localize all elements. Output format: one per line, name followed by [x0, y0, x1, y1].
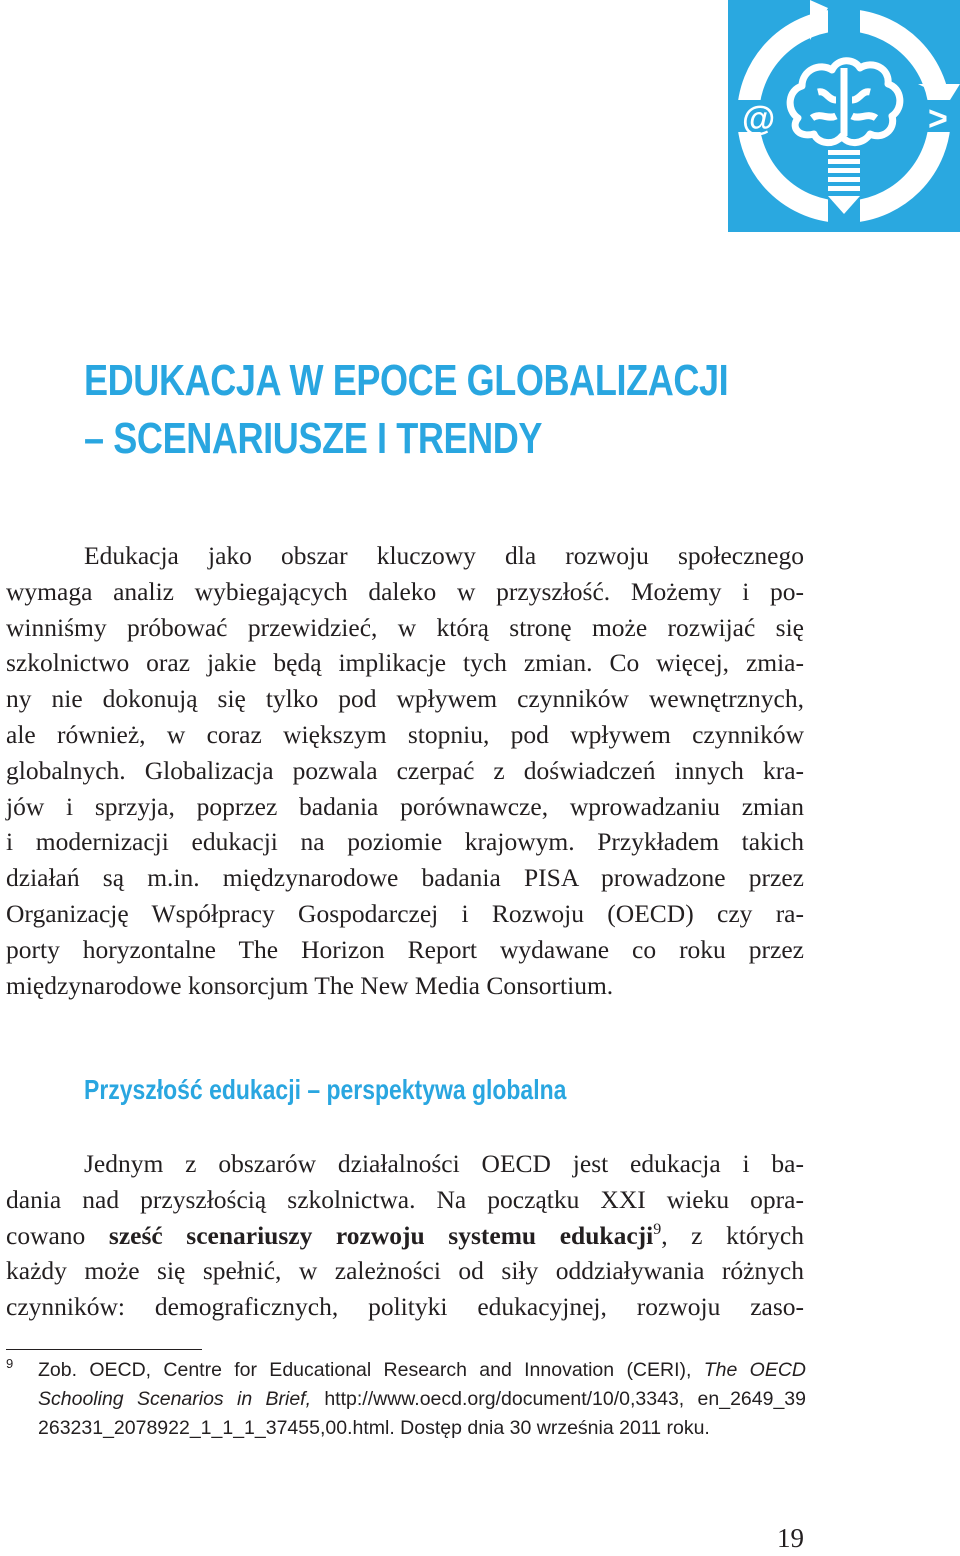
at-symbol: @ [742, 100, 776, 138]
section-title [84, 352, 728, 468]
page-number: 19 [777, 1523, 804, 1553]
footnote-italic: The OECD [703, 1359, 807, 1381]
line-text: cowano [6, 1220, 109, 1250]
footnote-divider [6, 1349, 202, 1350]
section-title-line1: EDUKACJA W EPOCE GLOBALIZACJI [84, 356, 729, 405]
footnote [6, 1356, 806, 1443]
paragraph-line: globalnych. Globalizacja pozwala czerpać z doświadczeń innych kra- [6, 755, 804, 785]
bold-phrase: sześć scenariuszy rozwoju systemu edukacji [108, 1220, 654, 1250]
footnote-number: 9 [6, 1356, 14, 1371]
line-text: , z których [661, 1220, 804, 1250]
paragraph-line: Organizację Współpracy Gospodarczej i Rozwoju (OECD) czy ra- [6, 898, 804, 928]
paragraph-line: i modernizacji edukacji na poziomie krajowym. Przykładem takich [6, 827, 804, 857]
paragraph-line: winniśmy próbować przewidzieć, w którą stronę może rozwijać się [6, 612, 804, 642]
paragraph-line: szkolnictwo oraz jakie będą implikacje tych zmian. Co więcej, zmia- [6, 648, 804, 678]
footnote-line [38, 1385, 806, 1414]
footnote-reference[interactable]: 9 [653, 1220, 662, 1238]
logo-graphic [728, 0, 960, 232]
paragraph-line: porty horyzontalne The Horizon Report wydawane co roku przez [6, 934, 804, 964]
paragraph-line: ale również, w coraz większym stopniu, pod wpływem czynników [6, 719, 804, 749]
paragraph-line: wymaga analiz wybiegających daleko w przyszłość. Możemy i po- [6, 576, 804, 606]
footnote-line[interactable]: 263231_2078922_1_1_1_37455,00.html. Dostęp dnia 30 września 2011 roku. [38, 1417, 710, 1439]
paragraph-line: czynników: demograficznych, polityki edukacyjnej, rozwoju zaso- [6, 1292, 804, 1322]
paragraph-line: Edukacja jako obszar kluczowy dla rozwoju społecznego [84, 541, 804, 570]
footnote-italic: Schooling Scenarios in Brief, [38, 1388, 312, 1410]
second-paragraph [6, 1146, 804, 1325]
subsection-heading: Przyszłość edukacji – perspektywa globalna [84, 1074, 567, 1105]
brain-cycle-logo-icon [728, 0, 960, 232]
footnote-body [38, 1356, 806, 1443]
paragraph-line [6, 1218, 804, 1254]
arrow-symbol: > [928, 100, 948, 138]
intro-paragraph [6, 538, 804, 1003]
section-title-line2: – SCENARIUSZE I TRENDY [84, 414, 543, 463]
paragraph-line: dania nad przyszłością szkolnictwa. Na początku XXI wieku opra- [6, 1184, 804, 1214]
paragraph-line: ny nie dokonują się tylko pod wpływem czynników wewnętrznych, [6, 684, 804, 714]
paragraph-line: międzynarodowe konsorcjum The New Media Consortium. [6, 970, 614, 1000]
paragraph-line: działań są m.in. międzynarodowe badania PISA prowadzone przez [6, 863, 804, 893]
footnote-line [38, 1356, 806, 1385]
footnote-url[interactable]: http://www.oecd.org/document/10/0,3343, en_2649_39 [311, 1388, 806, 1410]
paragraph-line: każdy może się spełnić, w zależności od siły oddziaływania różnych [6, 1256, 804, 1286]
paragraph-line: Jednym z obszarów działalności OECD jest edukacja i ba- [84, 1149, 804, 1178]
paragraph-line: jów i sprzyja, poprzez badania porównawcze, wprowadzaniu zmian [6, 791, 804, 821]
footnote-text: Zob. OECD, Centre for Educational Research and Innovation (CERI), [38, 1359, 704, 1381]
